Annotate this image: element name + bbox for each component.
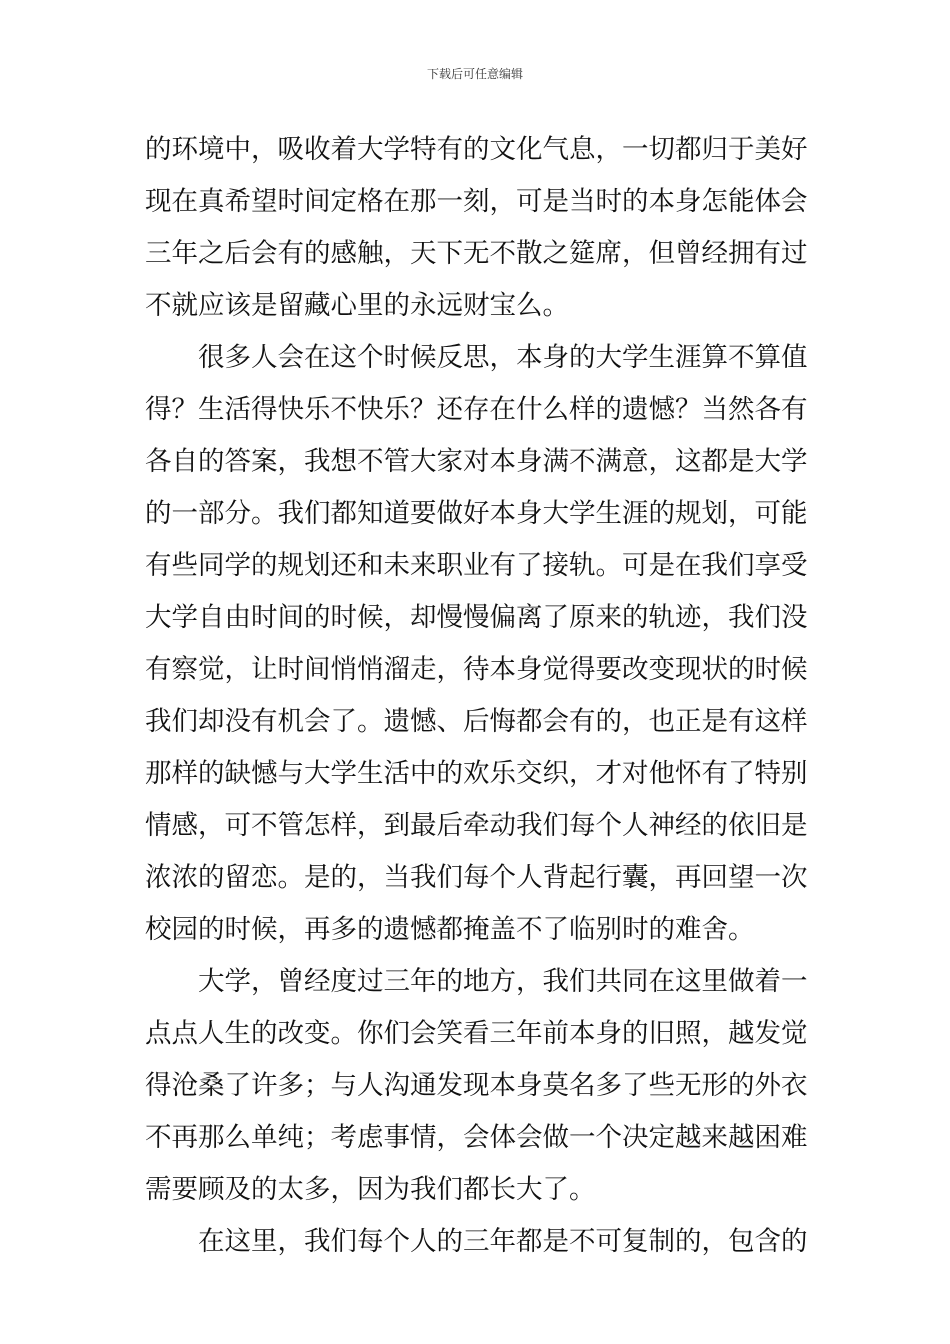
text-line: 浓浓的留恋。是的，当我们每个人背起行囊，再回望一次: [145, 862, 807, 893]
text-line: 得沧桑了许多；与人沟通发现本身莫名多了些无形的外衣: [145, 1070, 807, 1101]
text-line: 那样的缺憾与大学生活中的欢乐交织，才对他怀有了特别: [145, 758, 807, 789]
text-line: 的环境中，吸收着大学特有的文化气息，一切都归于美好: [145, 134, 807, 165]
document-body: [145, 124, 807, 1268]
text-line: 有察觉，让时间悄悄溜走，待本身觉得要改变现状的时候: [145, 654, 807, 685]
text-line: 我们却没有机会了。遗憾、后悔都会有的，也正是有这样: [145, 706, 807, 737]
paragraph: [145, 124, 807, 332]
text-line: 得？生活得快乐不快乐？还存在什么样的遗憾？当然各有: [145, 394, 807, 425]
paragraph: [145, 1216, 807, 1268]
text-line: 校园的时候，再多的遗憾都掩盖不了临别时的难舍。: [145, 914, 755, 945]
paragraph: [145, 956, 807, 1216]
text-line: 点点人生的改变。你们会笑看三年前本身的旧照，越发觉: [145, 1018, 807, 1049]
text-line: 需要顾及的太多，因为我们都长大了。: [145, 1174, 596, 1205]
text-line: 不就应该是留藏心里的永远财宝么。: [145, 290, 569, 321]
text-line: 各自的答案，我想不管大家对本身满不满意，这都是大学: [145, 446, 807, 477]
text-line: 大学自由时间的时候，却慢慢偏离了原来的轨迹，我们没: [145, 602, 807, 633]
text-line: 在这里，我们每个人的三年都是不可复制的，包含的: [198, 1226, 807, 1257]
paragraph: [145, 332, 807, 956]
page-header: 下载后可任意编辑: [426, 67, 523, 81]
text-line: 情感，可不管怎样，到最后牵动我们每个人神经的依旧是: [145, 810, 807, 841]
text-line: 有些同学的规划还和未来职业有了接轨。可是在我们享受: [145, 550, 807, 581]
text-line: 三年之后会有的感触，天下无不散之筵席，但曾经拥有过: [145, 238, 807, 269]
text-line: 的一部分。我们都知道要做好本身大学生涯的规划，可能: [145, 498, 807, 529]
text-line: 不再那么单纯；考虑事情，会体会做一个决定越来越困难: [145, 1122, 807, 1153]
text-line: 现在真希望时间定格在那一刻，可是当时的本身怎能体会: [145, 186, 807, 217]
text-line: 大学，曾经度过三年的地方，我们共同在这里做着一: [198, 966, 807, 997]
text-line: 很多人会在这个时候反思，本身的大学生涯算不算值: [198, 342, 807, 373]
